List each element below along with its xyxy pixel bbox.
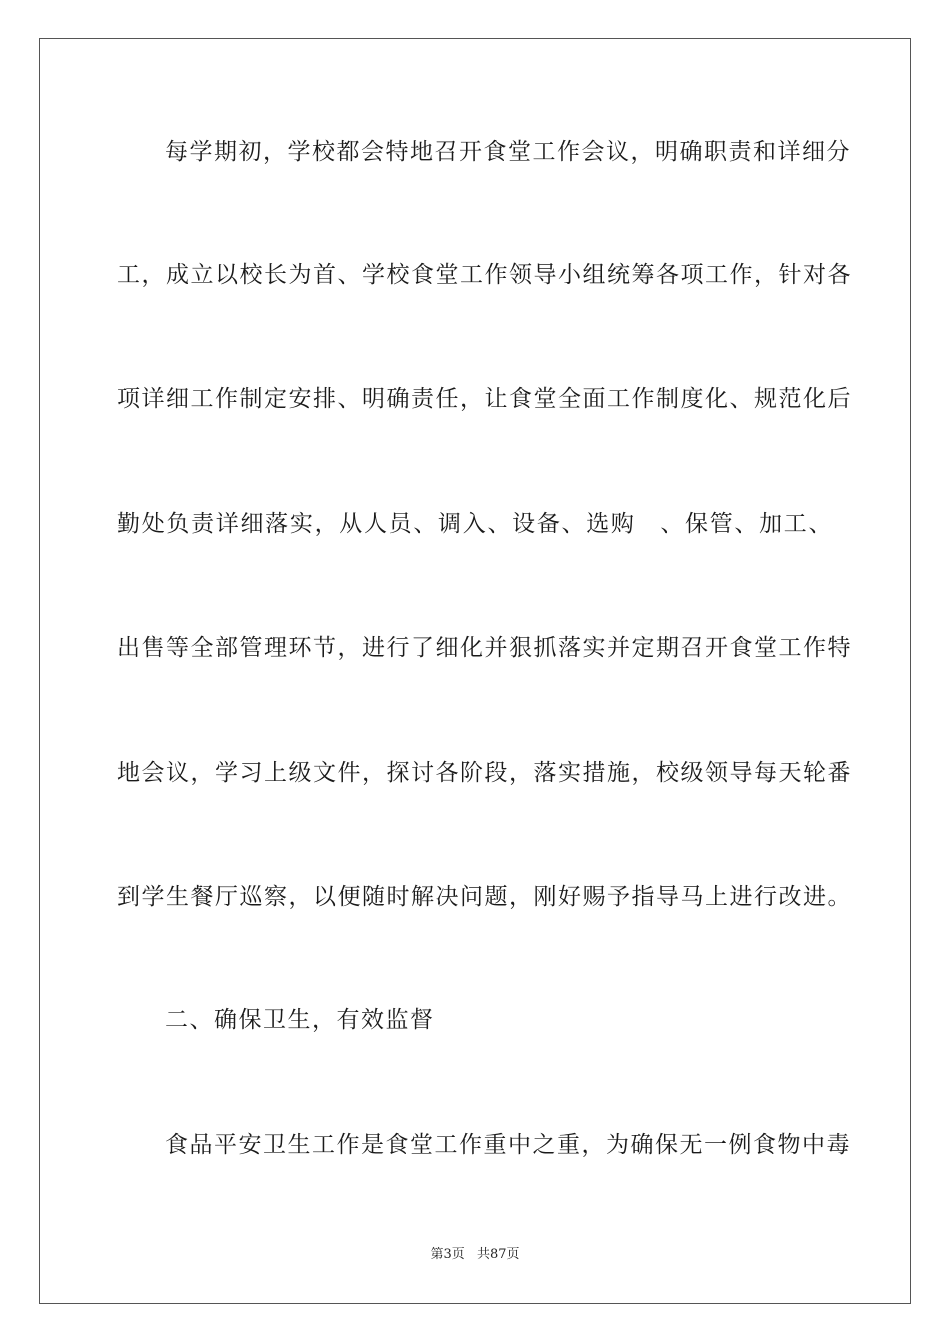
page-footer (0, 1246, 950, 1264)
paragraph-line-1: 每学期初，学校都会特地召开食堂工作会议，明确职责和详细分 (165, 139, 851, 165)
paragraph-line-3: 项详细工作制定安排、明确责任，让食堂全面工作制度化、规范化后 (117, 386, 852, 412)
page-total: 共87页 (476, 1247, 520, 1262)
paragraph-line-2: 工，成立以校长为首、学校食堂工作领导小组统筹各项工作，针对各 (117, 262, 852, 288)
paragraph-line-5: 出售等全部管理环节，进行了细化并狠抓落实并定期召开食堂工作特 (117, 635, 852, 661)
page-number: 第3页 (430, 1247, 465, 1262)
paragraph-line-6: 地会议，学习上级文件，探讨各阶段，落实措施，校级领导每天轮番 (117, 760, 852, 786)
paragraph-line-4: 勤处负责详细落实，从人员、调入、设备、选购 、保管、加工、 (117, 511, 833, 537)
paragraph-line-8: 食品平安卫生工作是食堂工作重中之重，为确保无一例食物中毒 (165, 1132, 851, 1158)
section-heading: 二、确保卫生，有效监督 (165, 1007, 435, 1033)
paragraph-line-7: 到学生餐厅巡察，以便随时解决问题，刚好赐予指导马上进行改进。 (117, 884, 852, 910)
page-border (39, 38, 911, 1304)
